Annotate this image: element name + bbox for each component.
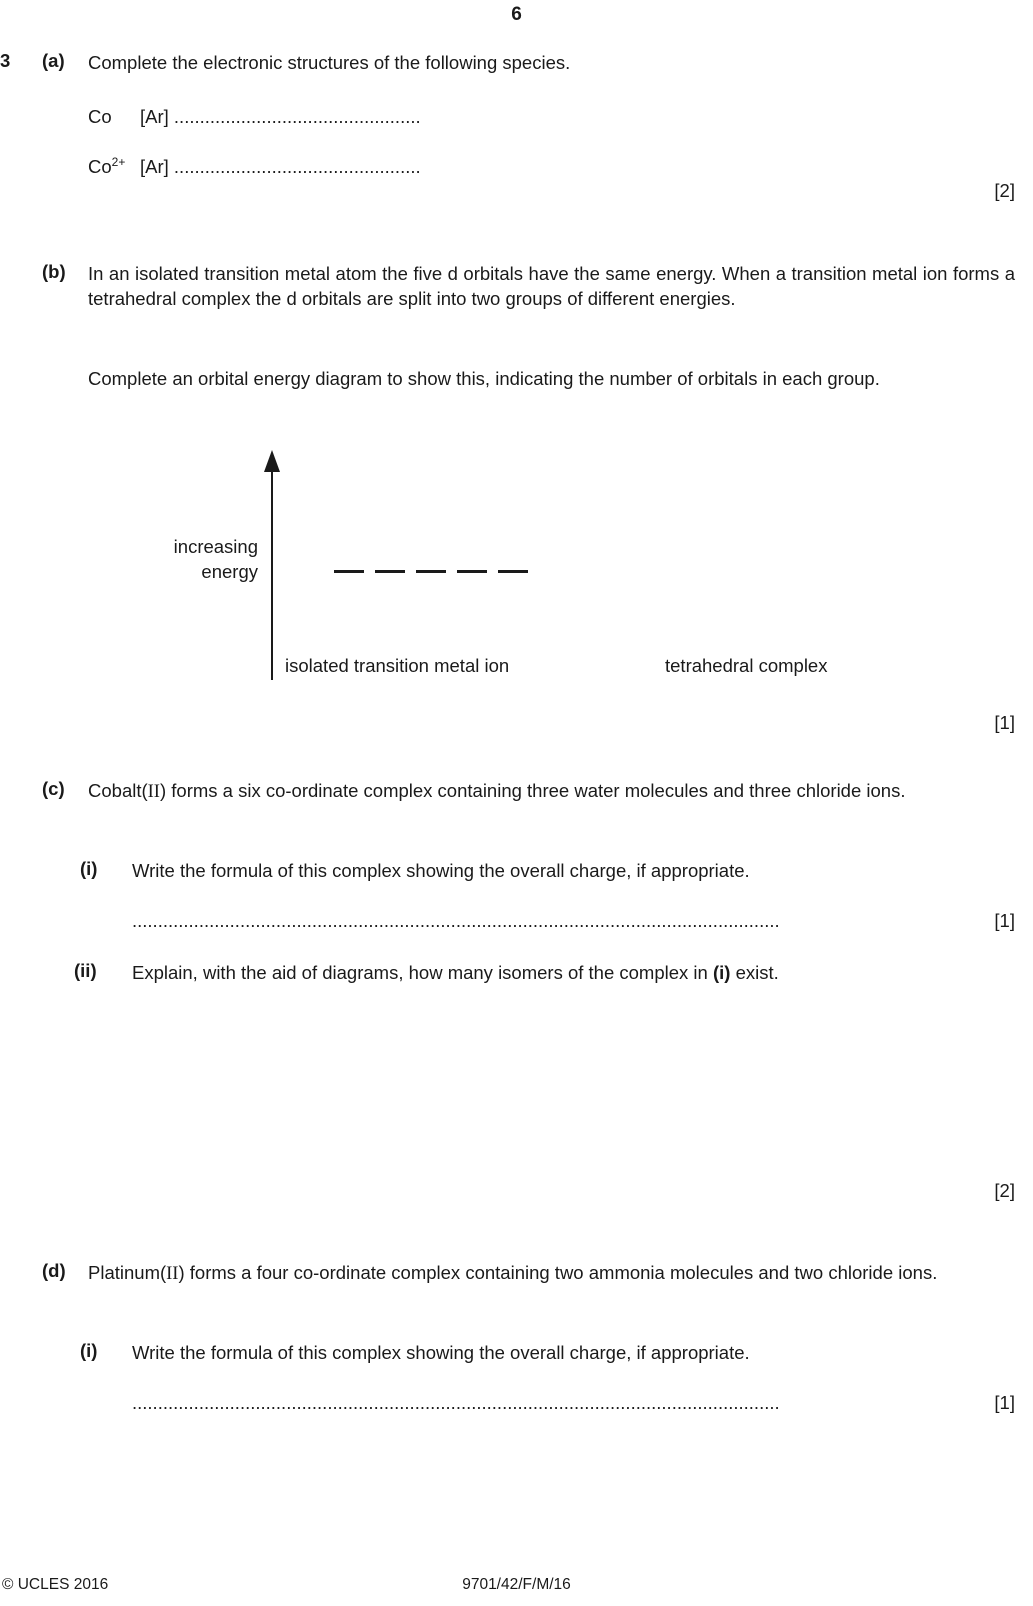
- diagram-caption-isolated-ion: isolated transition metal ion: [285, 655, 510, 676]
- orbital-level-2: [375, 570, 405, 573]
- species-co2plus-label: [88, 156, 125, 178]
- part-d-i-text: Write the formula of this complex showing the overall charge, if appropriate.: [132, 1342, 750, 1363]
- page-number: 6: [511, 4, 522, 25]
- diagram-caption-tetrahedral-complex: tetrahedral complex: [665, 655, 828, 676]
- part-c-ii-reference: (i): [712, 962, 731, 983]
- part-c-ii-mark: [2]: [994, 1180, 1015, 1201]
- part-c-text-before: Cobalt(: [88, 780, 148, 801]
- part-b-label: (b): [42, 261, 66, 282]
- species-co-dotted-line[interactable]: ................................................: [173, 106, 421, 127]
- species-co2plus-name: Co: [88, 156, 112, 177]
- orbital-level-3: [416, 570, 446, 573]
- part-c-i-mark: [1]: [994, 910, 1015, 931]
- energy-axis-label-line1: increasing: [173, 536, 258, 557]
- part-c-ii-text-before: Explain, with the aid of diagrams, how many isomers of the complex in: [132, 962, 713, 983]
- footer-copyright: © UCLES 2016: [2, 1576, 109, 1593]
- energy-axis-label: [100, 534, 258, 584]
- part-c-ii-text: [132, 960, 1015, 985]
- part-c-ii-text-after: exist.: [730, 962, 779, 983]
- question-number: 3: [0, 50, 11, 71]
- part-c-label: (c): [42, 778, 65, 799]
- part-b-mark: [1]: [994, 712, 1015, 733]
- orbital-level-5: [498, 570, 528, 573]
- orbital-level-group-degenerate: [334, 570, 534, 576]
- species-co2plus-row: [140, 156, 421, 178]
- species-co2plus-dotted-line[interactable]: ................................................: [173, 156, 421, 177]
- energy-axis-line: [271, 468, 273, 680]
- species-co-bracket: [Ar]: [140, 106, 169, 127]
- part-a-text: Complete the electronic structures of the following species.: [88, 52, 571, 73]
- part-d-text-after: ) forms a four co-ordinate complex containing two ammonia molecules and two chloride ions.: [178, 1262, 938, 1283]
- part-a-mark: [2]: [994, 180, 1015, 201]
- part-d-roman-numeral: II: [166, 1264, 179, 1284]
- orbital-level-1: [334, 570, 364, 573]
- part-c-roman-numeral: II: [147, 782, 160, 802]
- species-co-label: [88, 106, 112, 128]
- orbital-level-4: [457, 570, 487, 573]
- part-d-text-before: Platinum(: [88, 1262, 167, 1283]
- part-c-i-answer-line[interactable]: ..............................................................................................................................: [132, 910, 780, 931]
- species-co2plus-bracket: [Ar]: [140, 156, 169, 177]
- part-b-text: In an isolated transition metal atom the five d orbitals have the same energy. When a transition metal ion forms a tetrahedral complex the d orbitals are split into two groups of different energies.: [88, 263, 1015, 309]
- part-a-label: (a): [42, 50, 65, 71]
- part-c-i-label: (i): [80, 858, 98, 879]
- species-co-row: [140, 106, 421, 128]
- footer-paper-code: 9701/42/F/M/16: [462, 1576, 571, 1593]
- part-d-i-mark: [1]: [994, 1392, 1015, 1413]
- part-c-text: [88, 778, 1015, 805]
- part-c-text-after: ) forms a six co-ordinate complex containing three water molecules and three chloride ions.: [159, 780, 906, 801]
- part-b-text-2: Complete an orbital energy diagram to show this, indicating the number of orbitals in each group.: [88, 368, 880, 389]
- species-co-name: Co: [88, 106, 112, 127]
- species-co2plus-charge: 2+: [111, 154, 126, 169]
- part-d-label: (d): [42, 1260, 66, 1281]
- part-c-i-text: Write the formula of this complex showing the overall charge, if appropriate.: [132, 860, 750, 881]
- part-d-i-answer-line[interactable]: ..............................................................................................................................: [132, 1392, 780, 1413]
- part-d-text: [88, 1260, 1015, 1287]
- part-d-i-label: (i): [80, 1340, 98, 1361]
- part-c-ii-label: (ii): [74, 960, 97, 981]
- energy-axis-label-line2: energy: [201, 561, 258, 582]
